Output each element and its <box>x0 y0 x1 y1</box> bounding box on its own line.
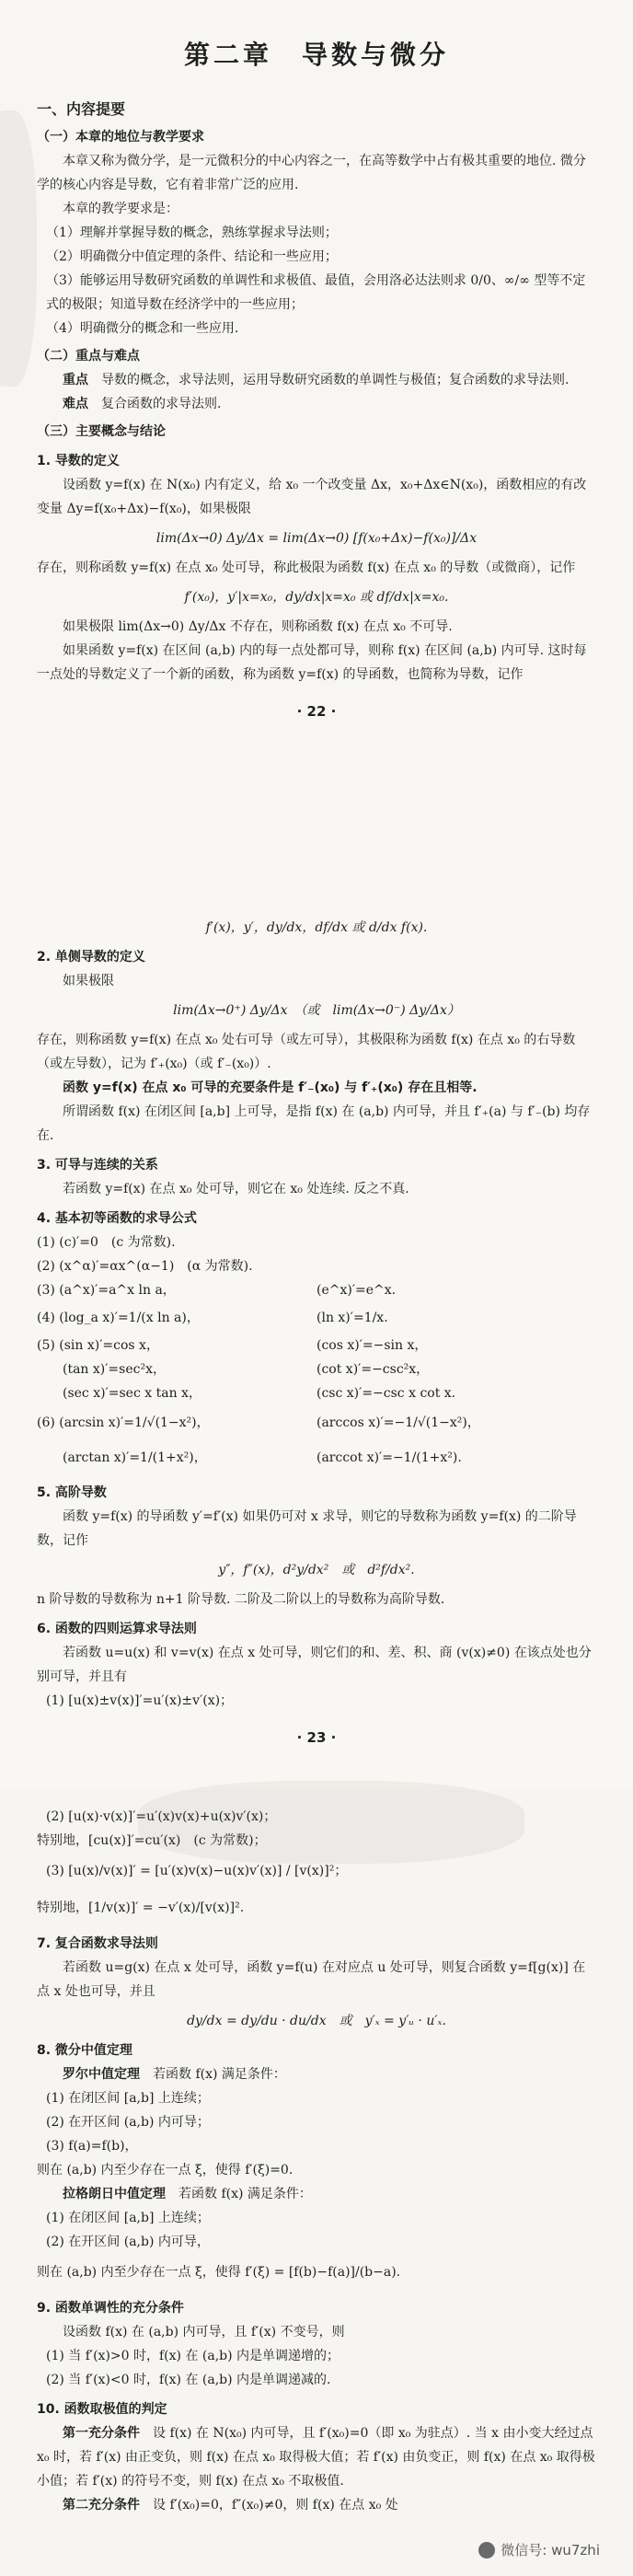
arithmetic-rules-text: 若函数 u=u(x) 和 v=v(x) 在点 x 处可导，则它们的和、差、积、商 (v(x)≠0) 在该点处也分别可导，并且有 <box>37 1646 592 1684</box>
quotient-rule: (3) [u(x)/v(x)]′ = [u′(x)v(x)−u(x)v′(x)] / [v(x)]²； <box>46 1864 348 1878</box>
one-sided-title: 2. 单侧导数的定义 <box>37 950 145 965</box>
formula-row <box>37 1357 596 1381</box>
formula-left: (4) (log_a x)′=1/(x ln a)， <box>37 1311 200 1325</box>
definition-title: 1. 导数的定义 <box>37 454 120 468</box>
formula-right <box>316 1254 596 1278</box>
paper-stain <box>0 110 37 387</box>
formula-left: (3) (a^x)′=a^x ln a， <box>37 1283 176 1298</box>
key-points <box>37 368 596 392</box>
paper-stain <box>138 1781 524 1864</box>
mean-value-title: 8. 微分中值定理 <box>37 2043 132 2058</box>
definition-text: 设函数 y=f(x) 在 N(x₀) 内有定义，给 x₀ 一个改变量 Δx，x₀+Δx∈N(x₀)，函数相应的有改变量 Δy=f(x₀+Δx)−f(x₀)，如果极限 <box>37 478 587 516</box>
subsection-heading: （三）主要概念与结论 <box>37 424 166 439</box>
page-23 <box>0 897 633 1795</box>
page-24-content <box>0 1790 633 2517</box>
page-22-content <box>0 98 633 723</box>
higher-order-title: 5. 高阶导数 <box>37 1485 107 1500</box>
lagrange-label: 拉格朗日中值定理 <box>63 2187 166 2201</box>
basic-formulas-title: 4. 基本初等函数的求导公式 <box>37 1211 197 1226</box>
reciprocal-rule: 特别地，[1/v(x)]′ = −v′(x)/[v(x)]². <box>37 1900 245 1915</box>
rolle-condition: (3) f(a)=f(b)， <box>46 2139 138 2154</box>
sum-rule: (1) [u(x)±v(x)]′=u′(x)±v′(x)； <box>46 1693 234 1708</box>
watermark-text: 微信号: wu7zhi <box>501 2542 600 2559</box>
one-sided-text: 存在，则称函数 y=f(x) 在点 x₀ 处右可导（或左可导），其极限称为函数 f(x) 在点 x₀ 的右导数（或左导数），记为 f′₊(x₀)（或 f′₋(x₀)）. <box>37 1033 576 1071</box>
difficult-label: 难点 <box>63 397 88 411</box>
key-label: 重点 <box>63 373 88 387</box>
page-22 <box>0 0 633 902</box>
rolle-conclusion: 则在 (a,b) 内至少存在一点 ξ，使得 f′(ξ)=0. <box>37 2163 293 2177</box>
formula-left: (5) (sin x)′=cos x， <box>37 1338 159 1353</box>
interval-derivative-text: 如果函数 y=f(x) 在区间 (a,b) 内的每一点处都可导，则称 f(x) 在区间 (a,b) 内可导. 这时每一点处的导数定义了一个新的函数，称为函数 y=f(x) 的导函数，也简称为导数，记作 <box>37 643 587 682</box>
requirements-lead: 本章的教学要求是： <box>63 202 178 216</box>
formula-left: (arctan x)′=1/(1+x²)， <box>37 1450 207 1465</box>
page-24 <box>0 1790 633 2576</box>
formula-left: (1) (c)′=0 (c 为常数). <box>37 1235 176 1250</box>
definition-text-2: 存在，则称函数 y=f(x) 在点 x₀ 处可导，称此极限为函数 f(x) 在点 x₀ 的导数（或微商），记作 <box>37 560 576 575</box>
formula-right: (csc x)′=−csc x cot x. <box>316 1386 456 1401</box>
lagrange-text: 若函数 f(x) 满足条件： <box>178 2187 312 2201</box>
chain-rule-text: 若函数 u=g(x) 在点 x 处可导，函数 y=f(u) 在对应点 u 处可导，则复合函数 y=f[g(x)] 在点 x 处也可导，并且 <box>37 1960 586 1999</box>
formula-row <box>37 1405 596 1440</box>
formula-row <box>37 1334 596 1357</box>
formula-row <box>37 1302 596 1334</box>
formula-right: (cot x)′=−csc²x， <box>316 1362 430 1377</box>
difficult-text: 复合函数的求导法则. <box>101 397 222 411</box>
key-text: 导数的概念，求导法则，运用导数研究函数的单调性与极值；复合函数的求导法则. <box>101 373 570 387</box>
lagrange-conclusion: 则在 (a,b) 内至少存在一点 ξ，使得 f′(ξ) = [f(b)−f(a)]/(b−a). <box>37 2265 401 2280</box>
second-derivative-notation: y″，f″(x)，d²y/dx² 或 d²f/dx². <box>218 1563 415 1577</box>
lagrange-theorem <box>37 2182 596 2206</box>
chain-rule-title: 7. 复合函数求导法则 <box>37 1936 158 1951</box>
formula-left: (2) (x^α)′=αx^(α−1) (α 为常数). <box>37 1259 253 1274</box>
extremum-title: 10. 函数取极值的判定 <box>37 2402 167 2417</box>
formula-left: (sec x)′=sec x tan x， <box>37 1386 201 1401</box>
formula-right: (ln x)′=1/x. <box>316 1311 388 1325</box>
second-condition-label: 第二充分条件 <box>63 2498 140 2512</box>
requirement-item: （4）明确微分的概念和一些应用. <box>46 321 239 336</box>
monotonicity-item: (2) 当 f′(x)<0 时，f(x) 在 (a,b) 内是单调递减的. <box>46 2373 331 2387</box>
product-rule: (2) [u(x)·v(x)]′=u′(x)v(x)+u(x)v′(x)； <box>46 1809 277 1824</box>
continuity-title: 3. 可导与连续的关系 <box>37 1158 158 1172</box>
difficult-points <box>37 392 596 416</box>
derivative-notation: f′(x₀)，y′|x=x₀，dy/dx|x=x₀ 或 df/dx|x=x₀. <box>184 590 449 605</box>
monotonicity-text: 设函数 f(x) 在 (a,b) 内可导，且 f′(x) 不变号，则 <box>63 2325 345 2339</box>
chapter-title: 第二章 导数与微分 <box>183 40 449 70</box>
formula-left: (6) (arcsin x)′=1/√(1−x²)， <box>37 1415 210 1430</box>
formula-right <box>316 1230 596 1254</box>
rolle-text: 若函数 f(x) 满足条件： <box>153 2067 286 2082</box>
formula-right: (cos x)′=−sin x， <box>316 1338 428 1353</box>
page-23-content <box>0 897 633 1750</box>
first-sufficient-condition <box>37 2421 596 2493</box>
nondifferentiable-text: 如果极限 lim(Δx→0) Δy/Δx 不存在，则称函数 f(x) 在点 x₀ 不可导. <box>63 619 453 634</box>
chain-rule-formula: dy/dx = dy/du · du/dx 或 y′ₓ = y′ᵤ · u′ₓ. <box>187 2014 446 2028</box>
one-sided-condition: 函数 y=f(x) 在点 x₀ 可导的充要条件是 f′₋(x₀) 与 f′₊(x₀) 存在且相等. <box>63 1080 478 1095</box>
formula-right: (e^x)′=e^x. <box>316 1283 397 1298</box>
subsection-heading: （二）重点与难点 <box>37 349 140 364</box>
continuity-text: 若函数 y=f(x) 在点 x₀ 处可导，则它在 x₀ 处连续. 反之不真. <box>63 1182 409 1196</box>
wechat-icon <box>478 2542 495 2559</box>
wechat-watermark <box>478 2540 600 2559</box>
constant-multiple-rule: 特别地，[cu(x)]′=cu′(x) (c 为常数)； <box>37 1833 267 1848</box>
subsection-heading: （一）本章的地位与教学要求 <box>37 130 204 144</box>
one-sided-limit: lim(Δx→0⁺) Δy/Δx （或 lim(Δx→0⁻) Δy/Δx） <box>173 1003 460 1018</box>
intro-paragraph: 本章又称为微分学，是一元微积分的中心内容之一，在高等数学中占有极其重要的地位. 微分学的核心内容是导数，它有着非常广泛的应用. <box>37 154 586 192</box>
formula-left: (tan x)′=sec²x， <box>37 1362 166 1377</box>
requirement-item: （3）能够运用导数研究函数的单调性和求极值、最值，会用洛必达法则求 0/0、∞/∞ 型等不定式的极限；知道导数在经济学中的一些应用； <box>46 273 586 312</box>
rolle-condition: (1) 在闭区间 [a,b] 上连续； <box>46 2091 210 2106</box>
monotonicity-title: 9. 函数单调性的充分条件 <box>37 2301 184 2316</box>
rolle-theorem <box>37 2062 596 2086</box>
second-condition-text: 设 f′(x₀)=0，f″(x₀)≠0，则 f(x) 在点 x₀ 处 <box>153 2498 398 2512</box>
requirement-item: （2）明确微分中值定理的条件、结论和一些应用； <box>46 249 338 264</box>
formula-row <box>37 1381 596 1405</box>
formula-row <box>37 1278 596 1302</box>
page-number: · 23 · <box>296 1729 337 1746</box>
first-condition-text: 设 f(x) 在 N(x₀) 内可导，且 f′(x₀)=0（即 x₀ 为驻点）. 当 x 由小变大经过点 x₀ 时，若 f′(x) 由正变负，则 f(x) 在点 x₀ 取得极大值；若 f′(x) 由负变正，则 f(x) 在点 x₀ 取得极小值；若 f′(x) 的符号不变，则 f(x) 在点 x₀ 不取极值. <box>37 2426 595 2489</box>
monotonicity-item: (1) 当 f′(x)>0 时，f(x) 在 (a,b) 内是单调递增的； <box>46 2349 340 2363</box>
second-sufficient-condition <box>37 2493 596 2517</box>
higher-order-text-2: n 阶导数的导数称为 n+1 阶导数. 二阶及二阶以上的导数称为高阶导数. <box>37 1592 445 1607</box>
derivative-limit-formula: lim(Δx→0) Δy/Δx = lim(Δx→0) [f(x₀+Δx)−f(x₀)]/Δx <box>155 531 478 546</box>
formula-row <box>37 1254 596 1278</box>
lagrange-condition: (2) 在开区间 (a,b) 内可导， <box>46 2235 210 2249</box>
derivative-function-notation: f′(x)，y′，dy/dx，df/dx 或 d/dx f(x). <box>205 920 428 935</box>
formula-row <box>37 1440 596 1475</box>
one-sided-lead: 如果极限 <box>63 974 114 988</box>
closed-interval-text: 所谓函数 f(x) 在闭区间 [a,b] 上可导，是指 f(x) 在 (a,b) 内可导，并且 f′₊(a) 与 f′₋(b) 均存在. <box>37 1104 591 1143</box>
higher-order-text: 函数 y=f(x) 的导函数 y′=f′(x) 如果仍可对 x 求导，则它的导数称为函数 y=f(x) 的二阶导数，记作 <box>37 1509 577 1548</box>
formula-row <box>37 1230 596 1254</box>
section-heading: 一、内容提要 <box>37 100 126 118</box>
arithmetic-rules-title: 6. 函数的四则运算求导法则 <box>37 1622 197 1636</box>
rolle-condition: (2) 在开区间 (a,b) 内可导； <box>46 2115 210 2130</box>
first-condition-label: 第一充分条件 <box>63 2426 140 2441</box>
formula-right: (arccot x)′=−1/(1+x²). <box>316 1450 462 1465</box>
page-number: · 22 · <box>296 703 337 720</box>
requirement-item: （1）理解并掌握导数的概念，熟练掌握求导法则； <box>46 225 338 240</box>
formula-right: (arccos x)′=−1/√(1−x²)， <box>316 1415 480 1430</box>
rolle-label: 罗尔中值定理 <box>63 2067 140 2082</box>
lagrange-condition: (1) 在闭区间 [a,b] 上连续； <box>46 2211 210 2225</box>
